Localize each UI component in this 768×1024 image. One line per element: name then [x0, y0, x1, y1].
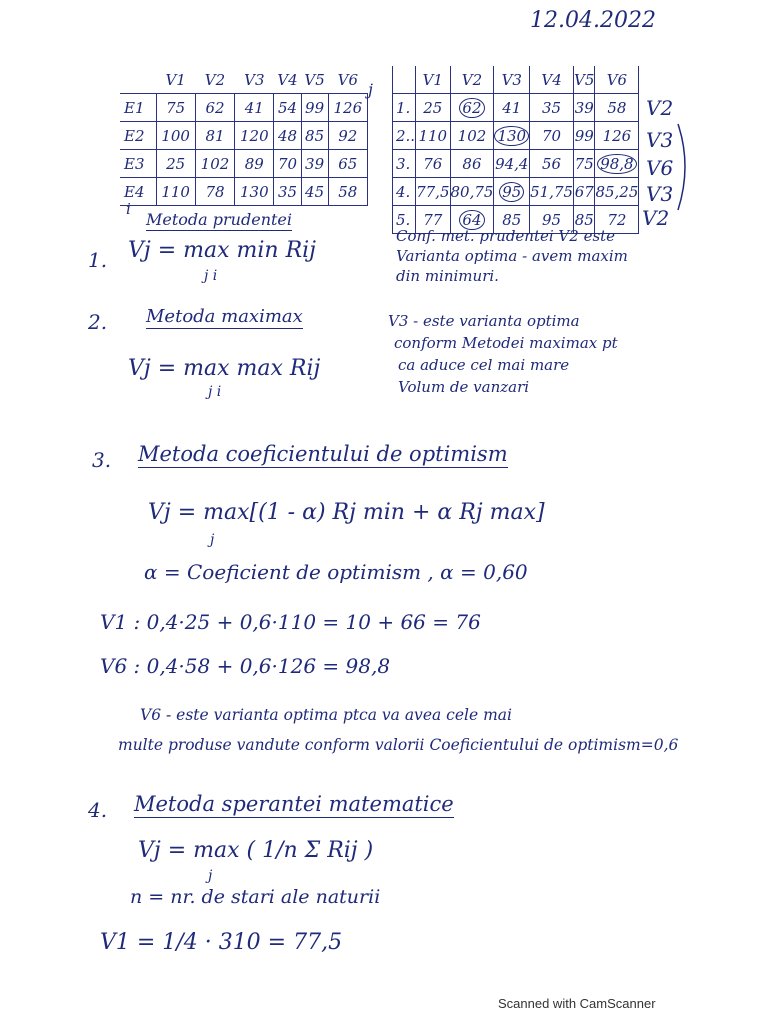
column-header: V3 — [235, 66, 274, 94]
formula-subscript: j i — [204, 268, 218, 284]
column-header: V4 — [274, 66, 301, 94]
table-cell: 62 — [195, 94, 234, 122]
result-label: V2 — [646, 96, 674, 120]
result-label: V6 — [646, 156, 674, 180]
formula: Vj = max max Rij — [128, 356, 321, 381]
formula-line: V1 : 0,4·25 + 0,6·110 = 10 + 66 = 76 — [100, 610, 481, 634]
bracket-icon — [676, 122, 696, 212]
formula-subscript: j i — [208, 384, 222, 400]
note-line: din minimuri. — [396, 267, 499, 285]
column-header: V5 — [301, 66, 328, 94]
table-cell: 85 — [494, 206, 530, 234]
row-label: 2.. — [393, 122, 416, 150]
section-title: Metoda prudentei — [146, 210, 293, 229]
table-row — [393, 94, 639, 122]
table-row — [393, 122, 639, 150]
row-label: E1 — [120, 94, 156, 122]
table-cell: 51,75 — [530, 178, 574, 206]
table-cell: 58 — [595, 94, 639, 122]
table-cell — [494, 178, 530, 206]
note-line: V3 - este varianta optima — [388, 312, 580, 330]
result-label: V3 — [646, 182, 674, 206]
column-header: V1 — [156, 66, 195, 94]
table-cell: 35 — [530, 94, 574, 122]
section-title: Metoda coeficientului de optimism — [138, 442, 508, 466]
table-cell: 85 — [301, 122, 328, 150]
table-cell: 75 — [574, 150, 595, 178]
row-label: E2 — [120, 122, 156, 150]
table-cell: 77,5 — [416, 178, 450, 206]
table-row — [120, 122, 368, 150]
table-cell: 76 — [416, 150, 450, 178]
formula: Vj = max min Rij — [128, 238, 316, 263]
table-cell: 92 — [328, 122, 367, 150]
formula-subscript: j — [208, 868, 213, 884]
table-header-row — [120, 66, 368, 94]
formula: Vj = max ( 1/n Σ Rij ) — [138, 838, 374, 863]
table-cell: 94,4 — [494, 150, 530, 178]
table-cell: 110 — [156, 178, 195, 206]
table-cell: 95 — [530, 206, 574, 234]
table-cell: 89 — [235, 150, 274, 178]
table-row — [120, 150, 368, 178]
table-cell — [450, 94, 494, 122]
table-cell: 75 — [156, 94, 195, 122]
table-cell: 25 — [416, 94, 450, 122]
table-cell: 39 — [574, 94, 595, 122]
table-cell: 102 — [450, 122, 494, 150]
row-label: E4 — [120, 178, 156, 206]
table-cell: 72 — [595, 206, 639, 234]
note-line: Varianta optima - avem maxim — [396, 247, 628, 265]
table-cell: 85,25 — [595, 178, 639, 206]
section-title: Metoda sperantei matematice — [134, 792, 454, 816]
note-line: V6 - este varianta optima ptca va avea cele mai — [140, 706, 512, 724]
circled-value: 64 — [459, 210, 484, 230]
corner-cell — [393, 66, 416, 94]
column-header: V2 — [450, 66, 494, 94]
formula-line: V6 : 0,4·58 + 0,6·126 = 98,8 — [100, 654, 391, 678]
column-header: V1 — [416, 66, 450, 94]
column-header: V6 — [595, 66, 639, 94]
note-line: ca aduce cel mai mare — [398, 356, 570, 374]
table-cell: 41 — [494, 94, 530, 122]
row-label: E3 — [120, 150, 156, 178]
column-header: V4 — [530, 66, 574, 94]
table-cell: 120 — [235, 122, 274, 150]
table-cell: 126 — [328, 94, 367, 122]
row-label: 5. — [393, 206, 416, 234]
date: 12.04.2022 — [530, 8, 656, 33]
table-cell: 110 — [416, 122, 450, 150]
column-header: V5 — [574, 66, 595, 94]
result-label: V3 — [646, 128, 674, 152]
table-row — [120, 178, 368, 206]
column-header: V3 — [494, 66, 530, 94]
formula-subscript: j — [210, 532, 215, 548]
column-header: V6 — [328, 66, 367, 94]
table-cell: 65 — [328, 150, 367, 178]
section-title: Metoda maximax — [146, 306, 303, 327]
formula-line: V1 = 1/4 · 310 = 77,5 — [100, 930, 343, 955]
table-row — [393, 178, 639, 206]
table-header-row — [393, 66, 639, 94]
table-cell: 45 — [301, 178, 328, 206]
payoff-table — [120, 66, 368, 206]
result-label: V2 — [642, 206, 670, 230]
note-line: multe produse vandute conform valorii Coeficientului de optimism=0,6 — [118, 736, 679, 754]
corner-cell — [120, 66, 156, 94]
results-table — [392, 66, 639, 234]
table-cell: 126 — [595, 122, 639, 150]
section-number: 4. — [88, 798, 108, 822]
circled-value: 95 — [499, 182, 524, 202]
table-cell: 86 — [450, 150, 494, 178]
table-cell: 99 — [301, 94, 328, 122]
formula: Vj = max[(1 - α) Rj min + α Rj max] — [148, 500, 545, 525]
section-number: 1. — [88, 248, 108, 272]
table-cell — [494, 122, 530, 150]
table-cell: 70 — [530, 122, 574, 150]
row-label: 4. — [393, 178, 416, 206]
table-cell: 80,75 — [450, 178, 494, 206]
circled-value: 98,8 — [597, 154, 636, 174]
section-number: 2. — [88, 310, 108, 334]
circled-value: 62 — [459, 98, 484, 118]
table-cell — [595, 150, 639, 178]
note-line: conform Metodei maximax pt — [394, 334, 618, 352]
note-line: Volum de vanzari — [398, 378, 530, 396]
row-index-label: i — [126, 200, 131, 218]
column-header: V2 — [195, 66, 234, 94]
table-cell: 35 — [274, 178, 301, 206]
section-note — [388, 310, 618, 398]
table-cell: 85 — [574, 206, 595, 234]
table-cell: 130 — [235, 178, 274, 206]
table-cell: 81 — [195, 122, 234, 150]
table-row — [393, 150, 639, 178]
circled-value: 130 — [494, 126, 529, 146]
formula-line: α = Coeficient de optimism , α = 0,60 — [144, 560, 528, 584]
table-cell: 78 — [195, 178, 234, 206]
table-cell: 54 — [274, 94, 301, 122]
table-cell: 102 — [195, 150, 234, 178]
scanner-watermark: Scanned with CamScanner — [498, 996, 656, 1011]
table-cell: 100 — [156, 122, 195, 150]
table-cell: 48 — [274, 122, 301, 150]
table-cell: 70 — [274, 150, 301, 178]
table-cell: 67 — [574, 178, 595, 206]
formula-line: n = nr. de stari ale naturii — [130, 886, 381, 908]
section-number: 3. — [92, 448, 112, 472]
table-cell: 58 — [328, 178, 367, 206]
table-cell: 77 — [416, 206, 450, 234]
table-corner-label: j — [368, 80, 373, 99]
section-note — [118, 700, 678, 760]
table-row — [120, 94, 368, 122]
note-line: Conf. met. prudentei V2 este — [396, 227, 616, 245]
table-cell: 56 — [530, 150, 574, 178]
table-cell: 25 — [156, 150, 195, 178]
section-note — [396, 226, 628, 286]
row-label: 1. — [393, 94, 416, 122]
row-label: 3. — [393, 150, 416, 178]
table-cell: 99 — [574, 122, 595, 150]
table-cell: 41 — [235, 94, 274, 122]
table-cell: 39 — [301, 150, 328, 178]
